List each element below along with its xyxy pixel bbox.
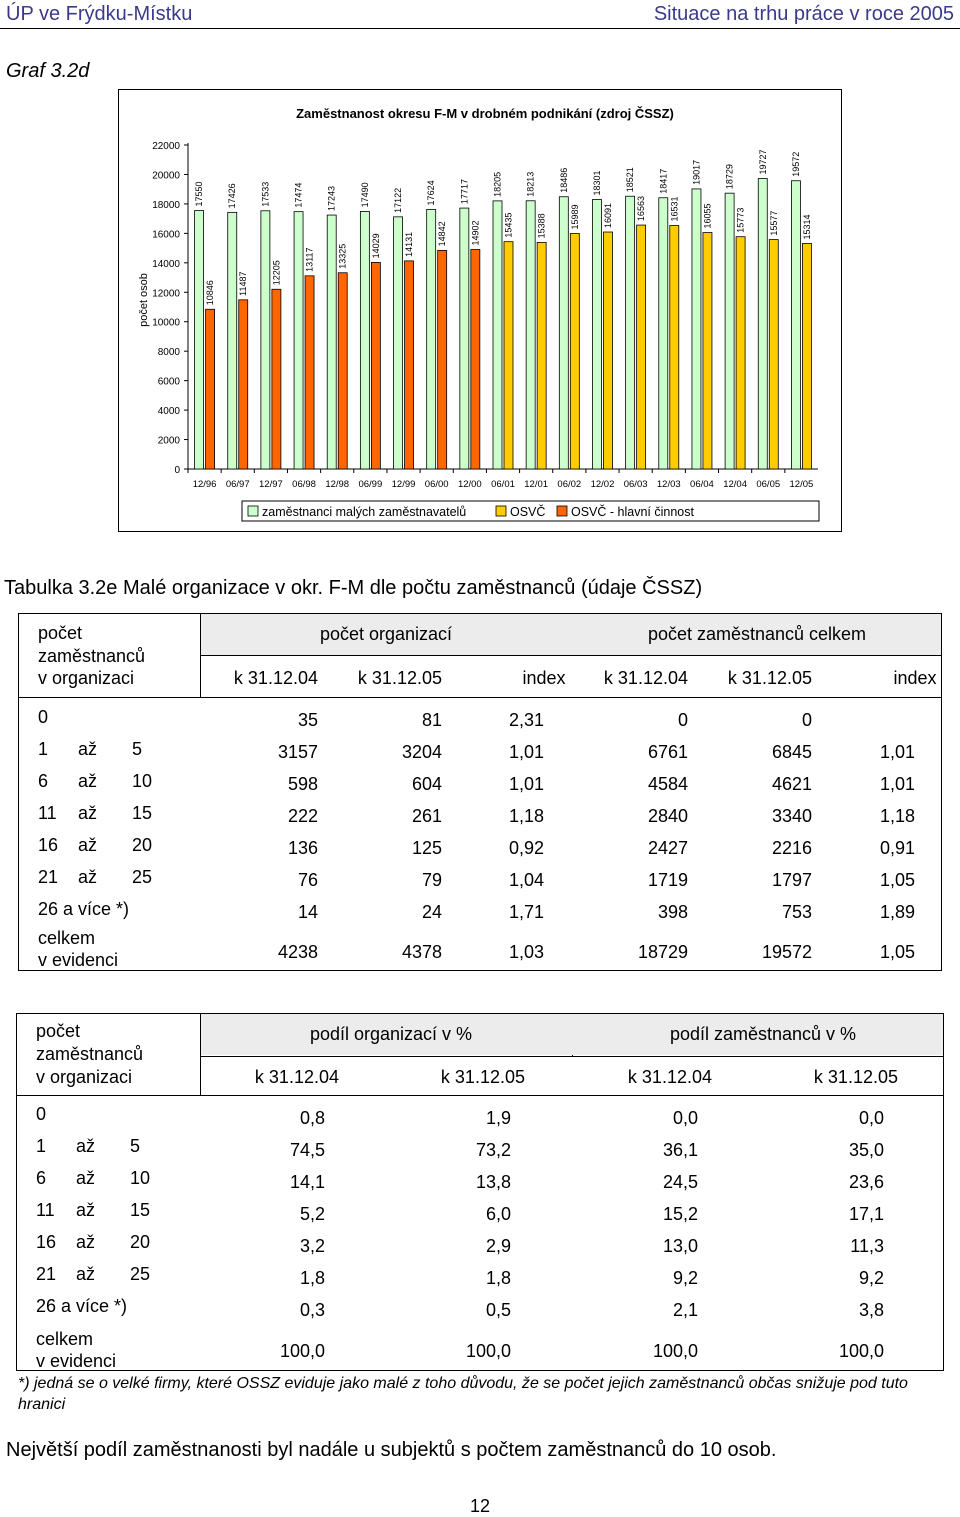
table-cell: 2,31	[508, 710, 544, 730]
bar-zamestnanci	[758, 178, 767, 469]
table-border-left	[18, 613, 19, 970]
x-tick-label: 12/03	[656, 479, 681, 490]
table-cell: 1,8	[485, 1268, 511, 1288]
data-label: 18301	[591, 170, 602, 196]
table-cell: 136	[287, 838, 318, 858]
data-label: 18729	[724, 164, 735, 190]
legend-entry: zaměstnanci malých zaměstnavatelů	[262, 505, 467, 519]
data-label: 14902	[470, 220, 481, 246]
table-cell: 1797	[771, 870, 812, 890]
y-tick-label: 18000	[152, 199, 180, 211]
data-label: 16091	[602, 202, 613, 229]
x-tick-label: 06/04	[690, 479, 714, 490]
bar-zamestnanci	[559, 197, 568, 469]
row-header-line3: v organizaci	[36, 1067, 133, 1087]
table-cell: 1719	[647, 870, 688, 890]
table-cell: 100,0	[838, 1341, 884, 1361]
data-label: 14842	[437, 221, 448, 247]
x-tick-label: 06/00	[424, 479, 449, 490]
table-header-divider	[18, 697, 942, 698]
table-cell: 2216	[771, 838, 812, 858]
bar-osvc	[637, 225, 646, 469]
table-border-bottom	[16, 1370, 944, 1371]
row-label: 26 a více *)	[38, 899, 130, 919]
row-label-from: 21	[38, 867, 59, 887]
bar-osvc	[736, 237, 745, 469]
row-label-line1: celkem	[36, 1329, 94, 1349]
row-label-from: 1	[38, 739, 49, 759]
table-cell: 1,9	[485, 1108, 511, 1128]
bar-zamestnanci	[394, 217, 403, 469]
table-cell: 1,18	[508, 806, 544, 826]
bar-zamestnanci	[195, 211, 204, 469]
row-label-from: 6	[36, 1168, 47, 1188]
row-header-line3: v organizaci	[38, 668, 135, 688]
row-label-from: 16	[36, 1232, 57, 1252]
table-border-bottom	[18, 970, 942, 971]
group-header-underline	[200, 1056, 944, 1057]
row-label: 0	[38, 707, 49, 727]
table-cell: 398	[657, 902, 688, 922]
table-cell: 9,2	[858, 1268, 884, 1288]
row-label-line2: v evidenci	[36, 1351, 117, 1371]
table-cell: 100,0	[652, 1341, 698, 1361]
y-tick-label: 22000	[152, 141, 180, 152]
row-label-from: 21	[36, 1264, 57, 1284]
bar-zamestnanci	[493, 201, 502, 469]
table-cell: 100,0	[465, 1341, 511, 1361]
row-label-to-word: až	[78, 803, 98, 823]
row-label: 26 a více *)	[36, 1296, 128, 1316]
table-cell: 13,0	[662, 1236, 698, 1256]
bar-zamestnanci	[592, 199, 601, 469]
bar-osvc-hlavni	[405, 261, 414, 469]
bar-zamestnanci	[460, 208, 469, 469]
row-label-from: 11	[36, 1200, 55, 1220]
legend-entry: OSVČ - hlavní činnost	[571, 505, 694, 519]
x-tick-label: 06/02	[557, 479, 582, 490]
legend-swatch	[496, 506, 506, 516]
row-label-to: 15	[130, 1200, 151, 1220]
row-label-to-word: až	[76, 1200, 96, 1220]
legend-swatch	[248, 506, 258, 516]
legend-entry: OSVČ	[510, 505, 546, 519]
table-cell: 0,8	[299, 1108, 325, 1128]
data-label: 15773	[735, 207, 746, 233]
bar-zamestnanci	[228, 212, 237, 469]
row-label: 0	[36, 1104, 47, 1124]
graph-label: Graf 3.2d	[6, 60, 90, 82]
legend-swatch	[557, 506, 567, 516]
row-label-from: 1	[36, 1136, 47, 1156]
y-tick-label: 0	[174, 465, 180, 476]
bar-osvc-hlavni	[272, 289, 281, 469]
table-cell: 125	[411, 838, 442, 858]
table-cell: 2427	[647, 838, 688, 858]
x-tick-label: 12/98	[325, 479, 350, 490]
chart-title: Zaměstnanost okresu F-M v drobném podnikání (zdroj ČSSZ)	[296, 106, 674, 121]
row-label-to: 20	[130, 1232, 151, 1252]
row-header-line1: počet	[36, 1021, 81, 1041]
row-header-line2: zaměstnanců	[36, 1044, 144, 1064]
table-cell: 23,6	[848, 1172, 884, 1192]
table-cell: 11,3	[850, 1236, 884, 1256]
table-cell: 604	[411, 774, 442, 794]
row-label-to: 10	[132, 771, 153, 791]
table-cell: 0,3	[299, 1300, 325, 1320]
x-tick-label: 12/01	[524, 479, 549, 490]
row-label-to-word: až	[76, 1232, 96, 1252]
table-cell: 3340	[771, 806, 812, 826]
table-cell: 2840	[647, 806, 688, 826]
closing-sentence: Největší podíl zaměstnanosti byl nadále u subjektů s počtem zaměstnanců do 10 osob.	[6, 1439, 777, 1461]
header-right: Situace na trhu práce v roce 2005	[653, 3, 954, 25]
bar-osvc-hlavni	[338, 273, 347, 469]
y-tick-label: 8000	[157, 347, 180, 359]
table-cell: 14,1	[289, 1172, 325, 1192]
table-cell: 1,04	[508, 870, 544, 890]
table-cell: 4621	[771, 774, 812, 794]
bar-osvc	[670, 226, 679, 469]
table-cell: 1,05	[879, 870, 915, 890]
data-label: 16055	[702, 203, 713, 229]
row-label-to: 25	[130, 1264, 151, 1284]
table-cell: 1,01	[879, 742, 915, 762]
data-label: 18213	[525, 171, 536, 197]
x-tick-label: 12/04	[723, 479, 747, 490]
table-cell: 24	[421, 902, 442, 922]
bar-zamestnanci	[427, 209, 436, 469]
data-label: 19727	[757, 149, 768, 175]
table-cell: 261	[411, 806, 442, 826]
group-header-employees: počet zaměstnanců celkem	[647, 624, 867, 644]
header-left: ÚP ve Frýdku-Místku	[6, 3, 193, 25]
table-cell: 0,0	[858, 1108, 884, 1128]
data-label: 18486	[558, 167, 569, 193]
subcol-header: k 31.12.05	[440, 1067, 525, 1087]
bar-zamestnanci	[659, 198, 668, 469]
row-label-to: 5	[132, 739, 143, 759]
data-label: 18205	[492, 171, 503, 197]
table-cell: 17,1	[848, 1204, 884, 1224]
data-label: 12205	[271, 260, 282, 286]
bar-osvc-hlavni	[239, 300, 248, 469]
group-header-employees-share: podíl zaměstnanců v %	[669, 1024, 857, 1044]
data-label: 13325	[337, 243, 348, 269]
data-label: 17243	[326, 186, 337, 212]
table-cell: 24,5	[662, 1172, 698, 1192]
subcol-header: k 31.12.05	[727, 668, 812, 688]
data-label: 15314	[801, 214, 812, 240]
table-cell: 0,5	[485, 1300, 511, 1320]
table-cell: 3,8	[858, 1300, 884, 1320]
row-label-to-word: až	[78, 835, 98, 855]
x-tick-label: 12/02	[590, 479, 615, 490]
y-tick-label: 4000	[157, 406, 180, 418]
y-tick-label: 2000	[157, 435, 180, 447]
data-label: 14131	[404, 231, 415, 257]
data-label: 19017	[691, 159, 702, 185]
table-cell: 1,71	[508, 902, 544, 922]
row-label-to-word: až	[76, 1264, 96, 1284]
table-cell: 74,5	[289, 1140, 325, 1160]
bar-zamestnanci	[294, 212, 303, 469]
table-cell: 15,2	[662, 1204, 698, 1224]
table-cell: 0,91	[879, 838, 915, 858]
bar-zamestnanci	[327, 215, 336, 469]
bar-osvc	[504, 242, 513, 469]
table-cell: 3157	[277, 742, 318, 762]
bar-zamestnanci	[261, 211, 270, 469]
bar-osvc	[769, 240, 778, 469]
table-cell: 6,0	[485, 1204, 511, 1224]
table-cell: 6761	[647, 742, 688, 762]
data-label: 17426	[227, 183, 238, 209]
row-label-to-word: až	[76, 1136, 96, 1156]
data-label: 17624	[426, 180, 437, 206]
bar-osvc-hlavni	[438, 250, 447, 469]
table-cell: 9,2	[672, 1268, 698, 1288]
group-header-underline	[200, 655, 942, 656]
table-cell: 76	[297, 870, 318, 890]
table-cell: 19572	[761, 942, 812, 962]
table-cell: 5,2	[299, 1204, 325, 1224]
table-cell: 3,2	[299, 1236, 325, 1256]
row-label-line2: v evidenci	[38, 950, 119, 970]
table-cell: 4378	[401, 942, 442, 962]
group-header-organizations-share: podíl organizací v %	[309, 1024, 473, 1044]
x-tick-label: 06/01	[491, 479, 515, 490]
x-tick-label: 12/96	[192, 479, 217, 490]
bar-osvc	[703, 233, 712, 469]
y-axis-label: počet osob	[138, 273, 150, 327]
bar-chart	[0, 0, 960, 540]
table-cell: 36,1	[662, 1140, 698, 1160]
data-label: 19572	[790, 151, 801, 177]
x-tick-label: 06/98	[292, 479, 316, 490]
table-cell: 0,92	[508, 838, 544, 858]
subcol-header: k 31.12.05	[813, 1067, 898, 1087]
table-cell: 222	[287, 806, 318, 826]
table-cell: 79	[421, 870, 442, 890]
table-cell: 1,01	[508, 742, 544, 762]
data-label: 15435	[503, 212, 514, 238]
subcol-header: k 31.12.04	[603, 668, 688, 688]
x-tick-label: 06/97	[225, 479, 250, 490]
x-tick-label: 06/03	[623, 479, 648, 490]
table-cell: 0	[677, 710, 688, 730]
bar-zamestnanci	[791, 181, 800, 469]
x-tick-label: 06/99	[358, 479, 383, 490]
footnote: *) jedná se o velké firmy, které OSSZ eviduje jako malé z toho důvodu, že se počet jejich zaměstnanců občas snižuje pod tuto hranici	[18, 1375, 908, 1413]
x-tick-label: 06/05	[756, 479, 781, 490]
table-cell: 1,8	[299, 1268, 325, 1288]
row-header-line1: počet	[38, 623, 83, 643]
y-tick-label: 6000	[157, 376, 180, 388]
row-label-to: 20	[132, 835, 153, 855]
bar-osvc	[603, 232, 612, 469]
row-label-to-word: až	[78, 867, 98, 887]
row-label-from: 16	[38, 835, 59, 855]
y-tick-label: 20000	[152, 170, 180, 182]
x-tick-label: 12/99	[391, 479, 416, 490]
table-cell: 14	[297, 902, 318, 922]
table-header-divider	[16, 1095, 944, 1096]
table-cell: 2,9	[485, 1236, 511, 1256]
subcol-header: k 31.12.04	[627, 1067, 712, 1087]
data-label: 17550	[194, 181, 205, 207]
bar-osvc-hlavni	[471, 250, 480, 469]
row-label-to: 25	[132, 867, 153, 887]
table-cell: 1,89	[879, 902, 915, 922]
bar-zamestnanci	[526, 201, 535, 469]
bar-osvc	[802, 243, 811, 469]
table1-title: Tabulka 3.2e Malé organizace v okr. F-M dle počtu zaměstnanců (údaje ČSSZ)	[4, 577, 703, 599]
bar-zamestnanci	[626, 196, 635, 469]
table-cell: 1,03	[508, 942, 544, 962]
bar-zamestnanci	[360, 211, 369, 469]
subcol-header: index	[893, 668, 937, 688]
data-label: 17122	[393, 187, 404, 213]
table-cell: 35,0	[848, 1140, 884, 1160]
data-label: 17533	[260, 181, 271, 207]
bar-osvc-hlavni	[206, 309, 215, 469]
table-cell: 2,1	[672, 1300, 698, 1320]
table-border-right	[943, 1013, 944, 1370]
subcol-header: k 31.12.05	[357, 668, 442, 688]
table-cell: 1,05	[879, 942, 915, 962]
row-label-to: 15	[132, 803, 153, 823]
data-label: 17717	[459, 179, 470, 205]
row-label-to: 5	[130, 1136, 141, 1156]
data-label: 14029	[370, 233, 381, 259]
row-label-line1: celkem	[38, 928, 96, 948]
table-cell: 598	[287, 774, 318, 794]
subcol-header: index	[522, 668, 566, 688]
table-cell: 753	[781, 902, 812, 922]
bar-osvc	[537, 242, 546, 469]
table-cell: 81	[421, 710, 442, 730]
data-label: 17490	[359, 182, 370, 208]
table-cell: 13,8	[475, 1172, 511, 1192]
table-cell: 1,18	[879, 806, 915, 826]
data-label: 16531	[669, 196, 680, 222]
data-label: 18521	[625, 167, 636, 193]
data-label: 13117	[304, 247, 315, 272]
table-cell: 1,01	[879, 774, 915, 794]
bar-osvc-hlavni	[305, 276, 314, 469]
table-cell: 4584	[647, 774, 688, 794]
row-label-from: 11	[38, 803, 57, 823]
row-label-from: 6	[38, 771, 49, 791]
data-label: 15388	[536, 213, 547, 239]
bar-zamestnanci	[725, 193, 734, 469]
bar-zamestnanci	[692, 189, 701, 469]
data-label: 16563	[636, 196, 647, 222]
data-label: 15577	[768, 210, 779, 236]
table-cell: 18729	[637, 942, 688, 962]
y-tick-label: 14000	[152, 258, 180, 270]
data-label: 10846	[205, 280, 216, 306]
table-cell: 6845	[771, 742, 812, 762]
table-cell: 35	[297, 710, 318, 730]
y-tick-label: 10000	[152, 317, 180, 329]
page-number: 12	[470, 1496, 491, 1516]
row-label-to: 10	[130, 1168, 151, 1188]
table-cell: 3204	[401, 742, 442, 762]
data-label: 15989	[569, 204, 580, 230]
table-border-left	[16, 1013, 17, 1370]
x-tick-label: 12/97	[259, 479, 283, 490]
table-cell: 0,0	[672, 1108, 698, 1128]
bar-osvc-hlavni	[371, 262, 380, 469]
table-cell: 1,01	[508, 774, 544, 794]
table-cell: 73,2	[475, 1140, 511, 1160]
bar-osvc	[570, 234, 579, 469]
data-label: 17474	[293, 182, 304, 208]
table-cell: 4238	[277, 942, 318, 962]
subcol-header: k 31.12.04	[233, 668, 318, 688]
row-label-to-word: až	[78, 771, 98, 791]
subcol-header: k 31.12.04	[254, 1067, 339, 1087]
table-cell: 0	[801, 710, 812, 730]
x-tick-label: 12/00	[457, 479, 482, 490]
row-header-line2: zaměstnanců	[38, 646, 146, 666]
data-label: 11487	[238, 271, 249, 296]
data-label: 18417	[658, 168, 669, 194]
x-tick-label: 12/05	[789, 479, 814, 490]
row-label-to-word: až	[78, 739, 98, 759]
y-tick-label: 16000	[152, 229, 180, 241]
table-border-right	[941, 613, 942, 970]
table-cell: 100,0	[279, 1341, 325, 1361]
group-header-organizations: počet organizací	[319, 624, 453, 644]
y-tick-label: 12000	[152, 288, 180, 300]
row-label-to-word: až	[76, 1168, 96, 1188]
